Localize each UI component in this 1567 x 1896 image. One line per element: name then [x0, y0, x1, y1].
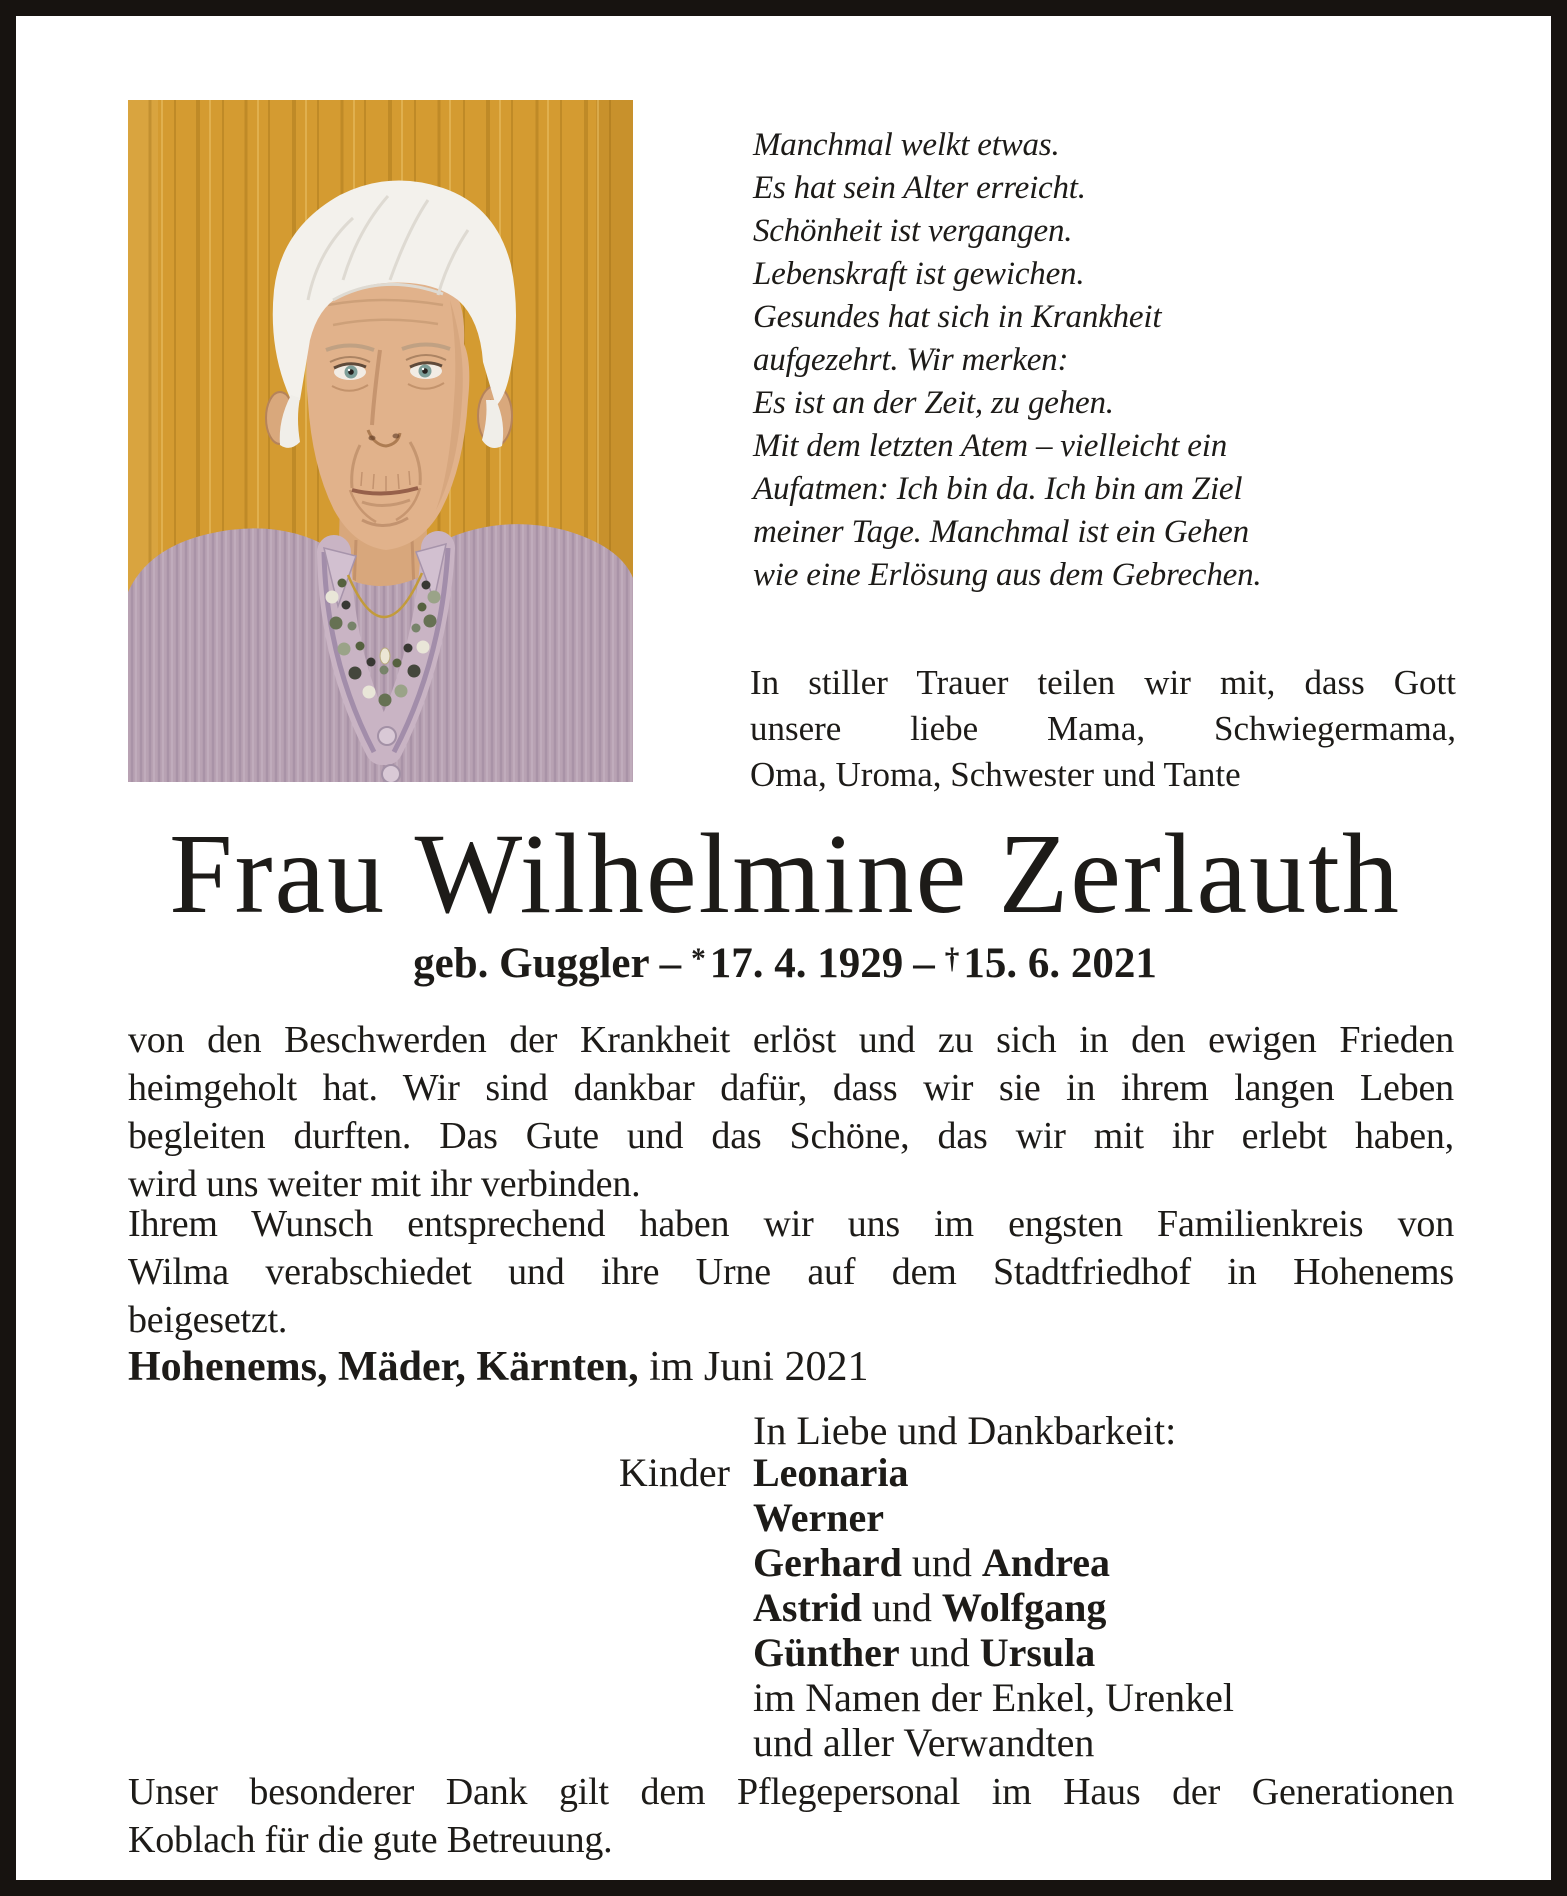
- dash: –: [913, 940, 935, 987]
- poem-line: Gesundes hat sich in Krankheit: [753, 299, 1162, 335]
- child-name-row: Günther und Ursula: [753, 1630, 1096, 1675]
- button: [378, 727, 396, 745]
- body-paragraph-1: [128, 1016, 1454, 1208]
- poem-line: meiner Tage. Manchmal ist ein Gehen: [753, 514, 1249, 550]
- poem-line: Schönheit ist vergangen.: [753, 213, 1073, 249]
- credit-line: und aller Verwandten: [753, 1720, 1095, 1765]
- poem-line: Mit dem letzten Atem – vielleicht ein: [753, 428, 1228, 464]
- button: [382, 765, 400, 782]
- text-line: Koblach für die gute Betreuung.: [128, 1819, 613, 1861]
- credit-line: im Namen der Enkel, Urenkel: [753, 1675, 1234, 1720]
- poem-line: Manchmal welkt etwas.: [753, 127, 1060, 163]
- birth-death-line: [120, 938, 1450, 994]
- text-line: unsere liebe Mama, Schwiegermama,: [750, 709, 1456, 748]
- place-date-line: [128, 1342, 1454, 1392]
- text-line: von den Beschwerden der Krankheit erlöst und zu sich in den ewigen Frieden: [128, 1019, 1454, 1061]
- poem-line: Es ist an der Zeit, zu gehen.: [753, 385, 1114, 421]
- text-line: Unser besonderer Dank gilt dem Pflegepersonal im Haus der Generationen: [128, 1771, 1454, 1813]
- deceased-name: Frau Wilhelmine Zerlauth: [169, 810, 1401, 937]
- relation-label: Kinder: [618, 1450, 730, 1495]
- portrait-photo: [128, 100, 633, 782]
- pendant: [380, 648, 390, 664]
- poem-line: Aufatmen: Ich bin da. Ich bin am Ziel: [753, 471, 1243, 507]
- dash: –: [659, 940, 682, 987]
- poem-line: aufgezehrt. Wir merken:: [753, 342, 1069, 378]
- child-name-row: Leonaria: [753, 1450, 909, 1495]
- poem-line: Lebenskraft ist gewichen.: [753, 256, 1085, 292]
- thanks-paragraph: [128, 1768, 1454, 1864]
- text-line: Ihrem Wunsch entsprechend haben wir uns im engsten Familienkreis von: [128, 1203, 1454, 1245]
- closing-heading: In Liebe und Dankbarkeit:: [753, 1408, 1177, 1453]
- text-line: heimgeholt hat. Wir sind dankbar dafür, dass wir sie in ihrem langen Leben: [128, 1067, 1454, 1109]
- child-name-row: Astrid und Wolfgang: [753, 1585, 1107, 1630]
- text-line: Oma, Uroma, Schwester und Tante: [750, 755, 1241, 794]
- birth-date: 17. 4. 1929: [709, 940, 904, 987]
- body-paragraph-2: [128, 1200, 1454, 1344]
- death-dagger-symbol: †: [944, 943, 960, 976]
- text-line: Wilma verabschiedet und ihre Urne auf dem Stadtfriedhof in Hohenems: [128, 1251, 1454, 1293]
- mourners-list: [753, 1450, 1456, 1765]
- child-name-row: Gerhard und Andrea: [753, 1540, 1111, 1585]
- text-line: wird uns weiter mit ihr verbinden.: [128, 1163, 641, 1205]
- child-name-row: Werner: [753, 1495, 885, 1540]
- birth-name: geb. Guggler: [413, 940, 650, 987]
- text-line: beigesetzt.: [128, 1299, 288, 1341]
- month-year: im Juni 2021: [638, 1344, 869, 1390]
- place-names: Hohenems, Mäder, Kärnten,: [128, 1344, 639, 1390]
- birth-star-symbol: *: [691, 943, 706, 976]
- death-date: 15. 6. 2021: [963, 940, 1157, 987]
- text-line: In stiller Trauer teilen wir mit, dass Gott: [750, 663, 1456, 702]
- intro-paragraph: [750, 660, 1456, 798]
- poem-line: Es hat sein Alter erreicht.: [753, 170, 1086, 206]
- poem-line: wie eine Erlösung aus dem Gebrechen.: [753, 557, 1262, 593]
- text-line: begleiten durften. Das Gute und das Schöne, das wir mit ihr erlebt haben,: [128, 1115, 1454, 1157]
- portrait-photo-graphic: [128, 100, 633, 782]
- memorial-poem: [753, 124, 1463, 597]
